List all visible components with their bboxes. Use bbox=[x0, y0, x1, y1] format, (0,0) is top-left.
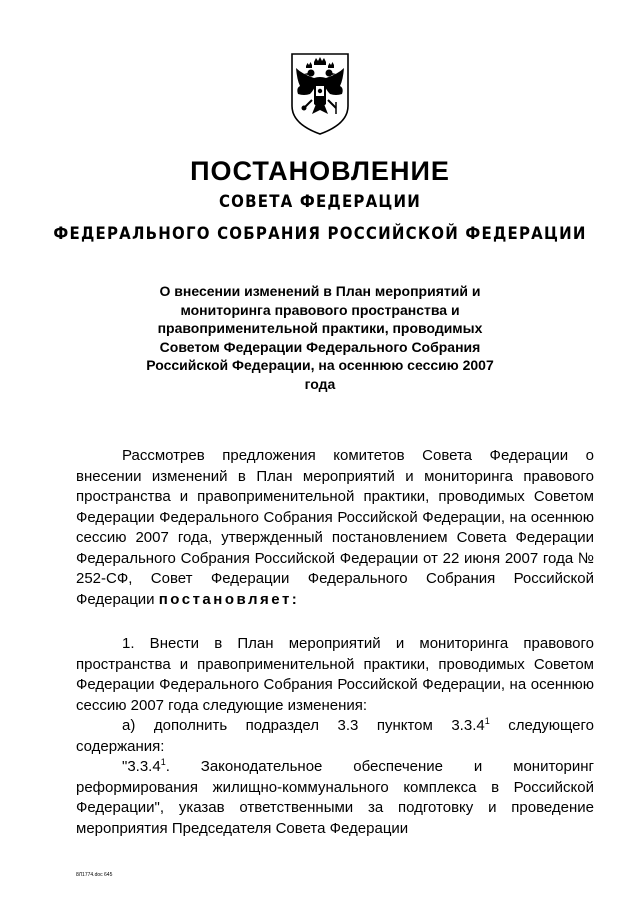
document-title: ПОСТАНОВЛЕНИЕ bbox=[190, 156, 450, 186]
item-1: 1. Внести в План мероприятий и мониторинга правового пространства и правоприменительной практики, проводимых Советом Федерации Федерального Собрания Российской Федерации, на осеннюю сессию 2007 года следующие изменения: bbox=[76, 635, 594, 714]
item-1a-tail: следующего содержания: bbox=[76, 717, 595, 755]
issuer-line-1: СОВЕТА ФЕДЕРАЦИИ bbox=[218, 190, 422, 212]
item-1a-text: а) дополнить подраздел 3.3 пунктом 3.3.4 bbox=[122, 717, 485, 734]
item-1a bbox=[76, 716, 594, 757]
document-subject: О внесении изменений в План мероприятий и мониторинга правового пространства и правоприменительной практики, проводимых Советом Федерации Федерального Собрания Российской Федерации, на осеннюю сессию 2007 года bbox=[146, 283, 494, 392]
superscript: 1 bbox=[484, 716, 490, 726]
quoted-number: "3.3.4 bbox=[122, 758, 161, 775]
preamble-text: Рассмотрев предложения комитетов Совета Федерации о внесении изменений в План мероприятий и мониторинга правового пространства и правоприменительной практики, проводимых Советом Федерации Федерального Собрания Российской Федерации, на осеннюю сессию 2007 года, утвержденный постановлением Совета Федерации Федерального Собрания Российской Федерации от 22 июня 2007 года № 252-СФ, Совет Федерации Федерального Собрания Российской Федерации bbox=[76, 447, 594, 608]
double-headed-eagle-icon bbox=[288, 50, 352, 138]
superscript: 1 bbox=[160, 757, 166, 767]
quoted-text: . Законодательное обеспечение и мониторинг реформирования жилищно-коммунального комплекса в Российской Федерации", указав ответственными за подготовку и проведение мероприятия Председателя Совета Федерации bbox=[76, 758, 594, 837]
items-block bbox=[76, 634, 594, 839]
quoted-item bbox=[76, 757, 594, 839]
preamble-paragraph bbox=[76, 446, 594, 610]
preamble-block bbox=[76, 446, 594, 610]
resolves-keyword: постановляет: bbox=[158, 590, 300, 608]
footer-doc-id: 8Л1774.doc 645 bbox=[76, 872, 113, 878]
issuer-line-2: ФЕДЕРАЛЬНОГО СОБРАНИЯ РОССИЙСКОЙ ФЕДЕРАЦИИ bbox=[53, 222, 587, 244]
